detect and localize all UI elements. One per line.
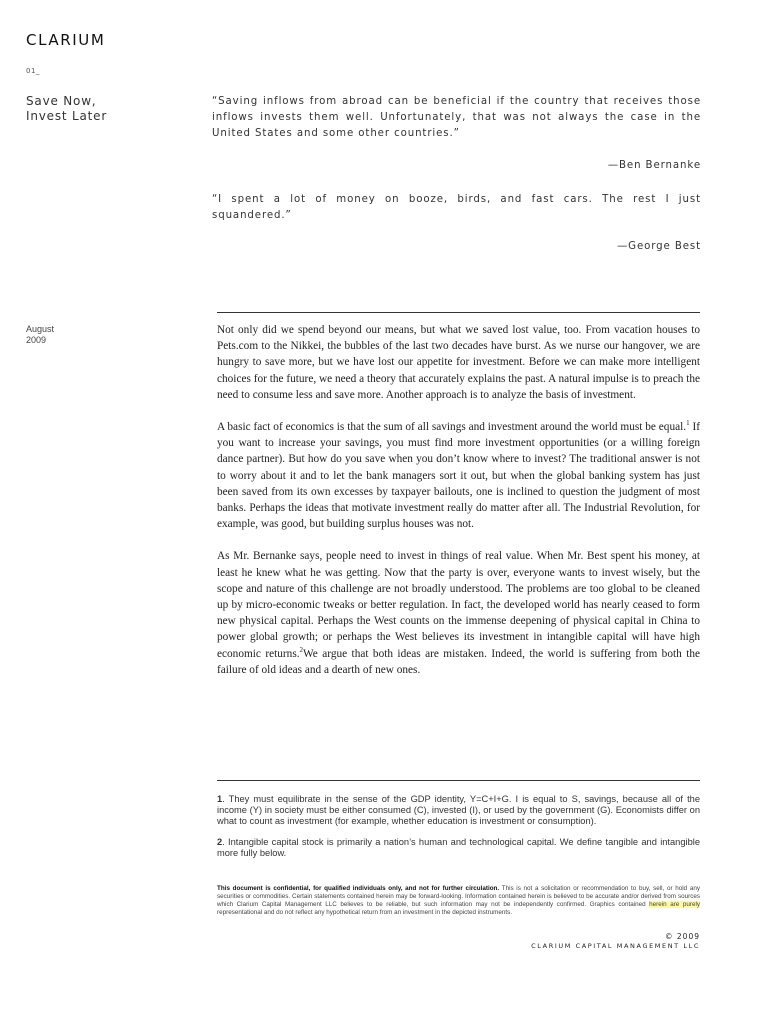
date-year: 2009 — [26, 335, 47, 345]
section-title — [26, 94, 107, 124]
footnote-ref-1: 1 — [686, 419, 690, 428]
body-paragraph-3-part-a: As Mr. Bernanke says, people need to invest in things of real value. When Mr. Best spent his money, at least he knew what he was getting. Now that the party is over, everyone wants to invest wisely, but the scope and nature of this challenge are not broadly understood. The problems are too global to be cleaned up by micro-economic tweaks or better regulation. In fact, the developed world has nearly ceased to form new physical capital. Perhaps the West counts on the immense deepening of physical capital in China to power global growth; or perhaps the West believes its investment in intangible capital will have high economic returns. — [217, 550, 700, 660]
quote-author-bernanke: —Ben Bernanke — [607, 160, 701, 171]
footnote-1-number: 1 — [217, 794, 223, 804]
body-paragraph-2-part-b: If you want to increase your savings, you must find more investment opportunities (or a willing foreign dance partner). But how do you save when you don’t know where to invest? The traditional answer is not to worry about it and to let the bank managers sort it out, but when the global banking system has just been saved from its own excesses by taxpayer bailouts, one is inclined to question the judgment of most banks. Perhaps the ideas that motivate investment really do matter after all. The Industrial Revolution, for example, was good, but building surplus houses was not. — [217, 421, 700, 531]
top-divider — [217, 312, 700, 313]
body-paragraph-3 — [217, 548, 700, 678]
quote-best: “I spent a lot of money on booze, birds, and fast cars. The rest I just squandered.” — [212, 194, 701, 221]
disclaimer-text-a: This is not a solicitation or recommendation to buy, sell, or hold any securities or commodities. Certain statements contained herein may be forward-looking. Information contained herein is believed to be accurate and/or derived from sources which Clarium Capital Management LLC believes to be reliable, but such information may not be independently confirmed. Graphics contained — [217, 885, 700, 908]
footnote-2-number: 2 — [217, 837, 223, 847]
copyright: © 2009 — [665, 932, 700, 941]
body-paragraph-1: Not only did we spend beyond our means, but what we saved lost value, too. From vacation houses to Pets.com to the Nikkei, the bubbles of the last two decades have burst. As we nurse our hangover, we are hungry to save more, but we have lost our appetite for investment. Before we can make more intelligent choices for the future, we need a theory that accurately explains the past. A natural impulse is to preach the need to consume less and save more. Another approach is to analyze the basis of investment. — [217, 324, 700, 401]
body-paragraph-3-part-b: We argue that both ideas are mistaken. Indeed, the world is suffering from both the failure of old ideas and a dearth of new ones. — [217, 647, 700, 676]
disclaimer-highlight: herein are purely — [649, 900, 700, 908]
section-title-line-2: Invest Later — [26, 109, 108, 123]
footnote-divider — [217, 780, 700, 781]
disclaimer-text-b: representational and do not reflect any hypothetical return from an investment in the depicted instruments. — [217, 908, 513, 916]
body-paragraph-2-part-a: A basic fact of economics is that the sum of all savings and investment around the world must be equal. — [217, 421, 687, 434]
quote-bernanke: “Saving inflows from abroad can be beneficial if the country that receives those inflows invests them well. Unfortunately, that was not always the case in the United States and some other countries.” — [212, 96, 701, 139]
footnote-1-text: . They must equilibrate in the sense of the GDP identity, Y=C+I+G. I is equal to S, savings, because all of the income (Y) in society must be either consumed (C), invested (I), or used by the government (G). Economists differ on what to count as investment (for example, whether education is investment or consumption). — [217, 794, 700, 826]
footnote-1 — [217, 794, 700, 827]
footnote-2-text: . Intangible capital stock is primarily a nation’s human and technological capital. We define tangible and intangible more fully below. — [217, 837, 700, 858]
disclaimer-bold: This document is confidential, for qualified individuals only, and not for further circulation. — [217, 885, 500, 892]
company-name: CLARIUM CAPITAL MANAGEMENT LLC — [531, 942, 700, 950]
page-number: 01_ — [26, 67, 40, 75]
main-body — [217, 322, 700, 694]
quote-author-best: —George Best — [617, 241, 701, 252]
footnotes — [217, 794, 700, 869]
legal-disclaimer — [217, 885, 700, 917]
body-paragraph-2 — [217, 419, 700, 532]
footnote-2 — [217, 837, 700, 859]
publication-date — [26, 324, 54, 346]
date-month: August — [26, 324, 55, 334]
section-title-line-1: Save Now, — [26, 94, 97, 108]
clarium-logo: CLARIUM — [26, 31, 106, 49]
footnote-ref-2: 2 — [299, 645, 304, 654]
